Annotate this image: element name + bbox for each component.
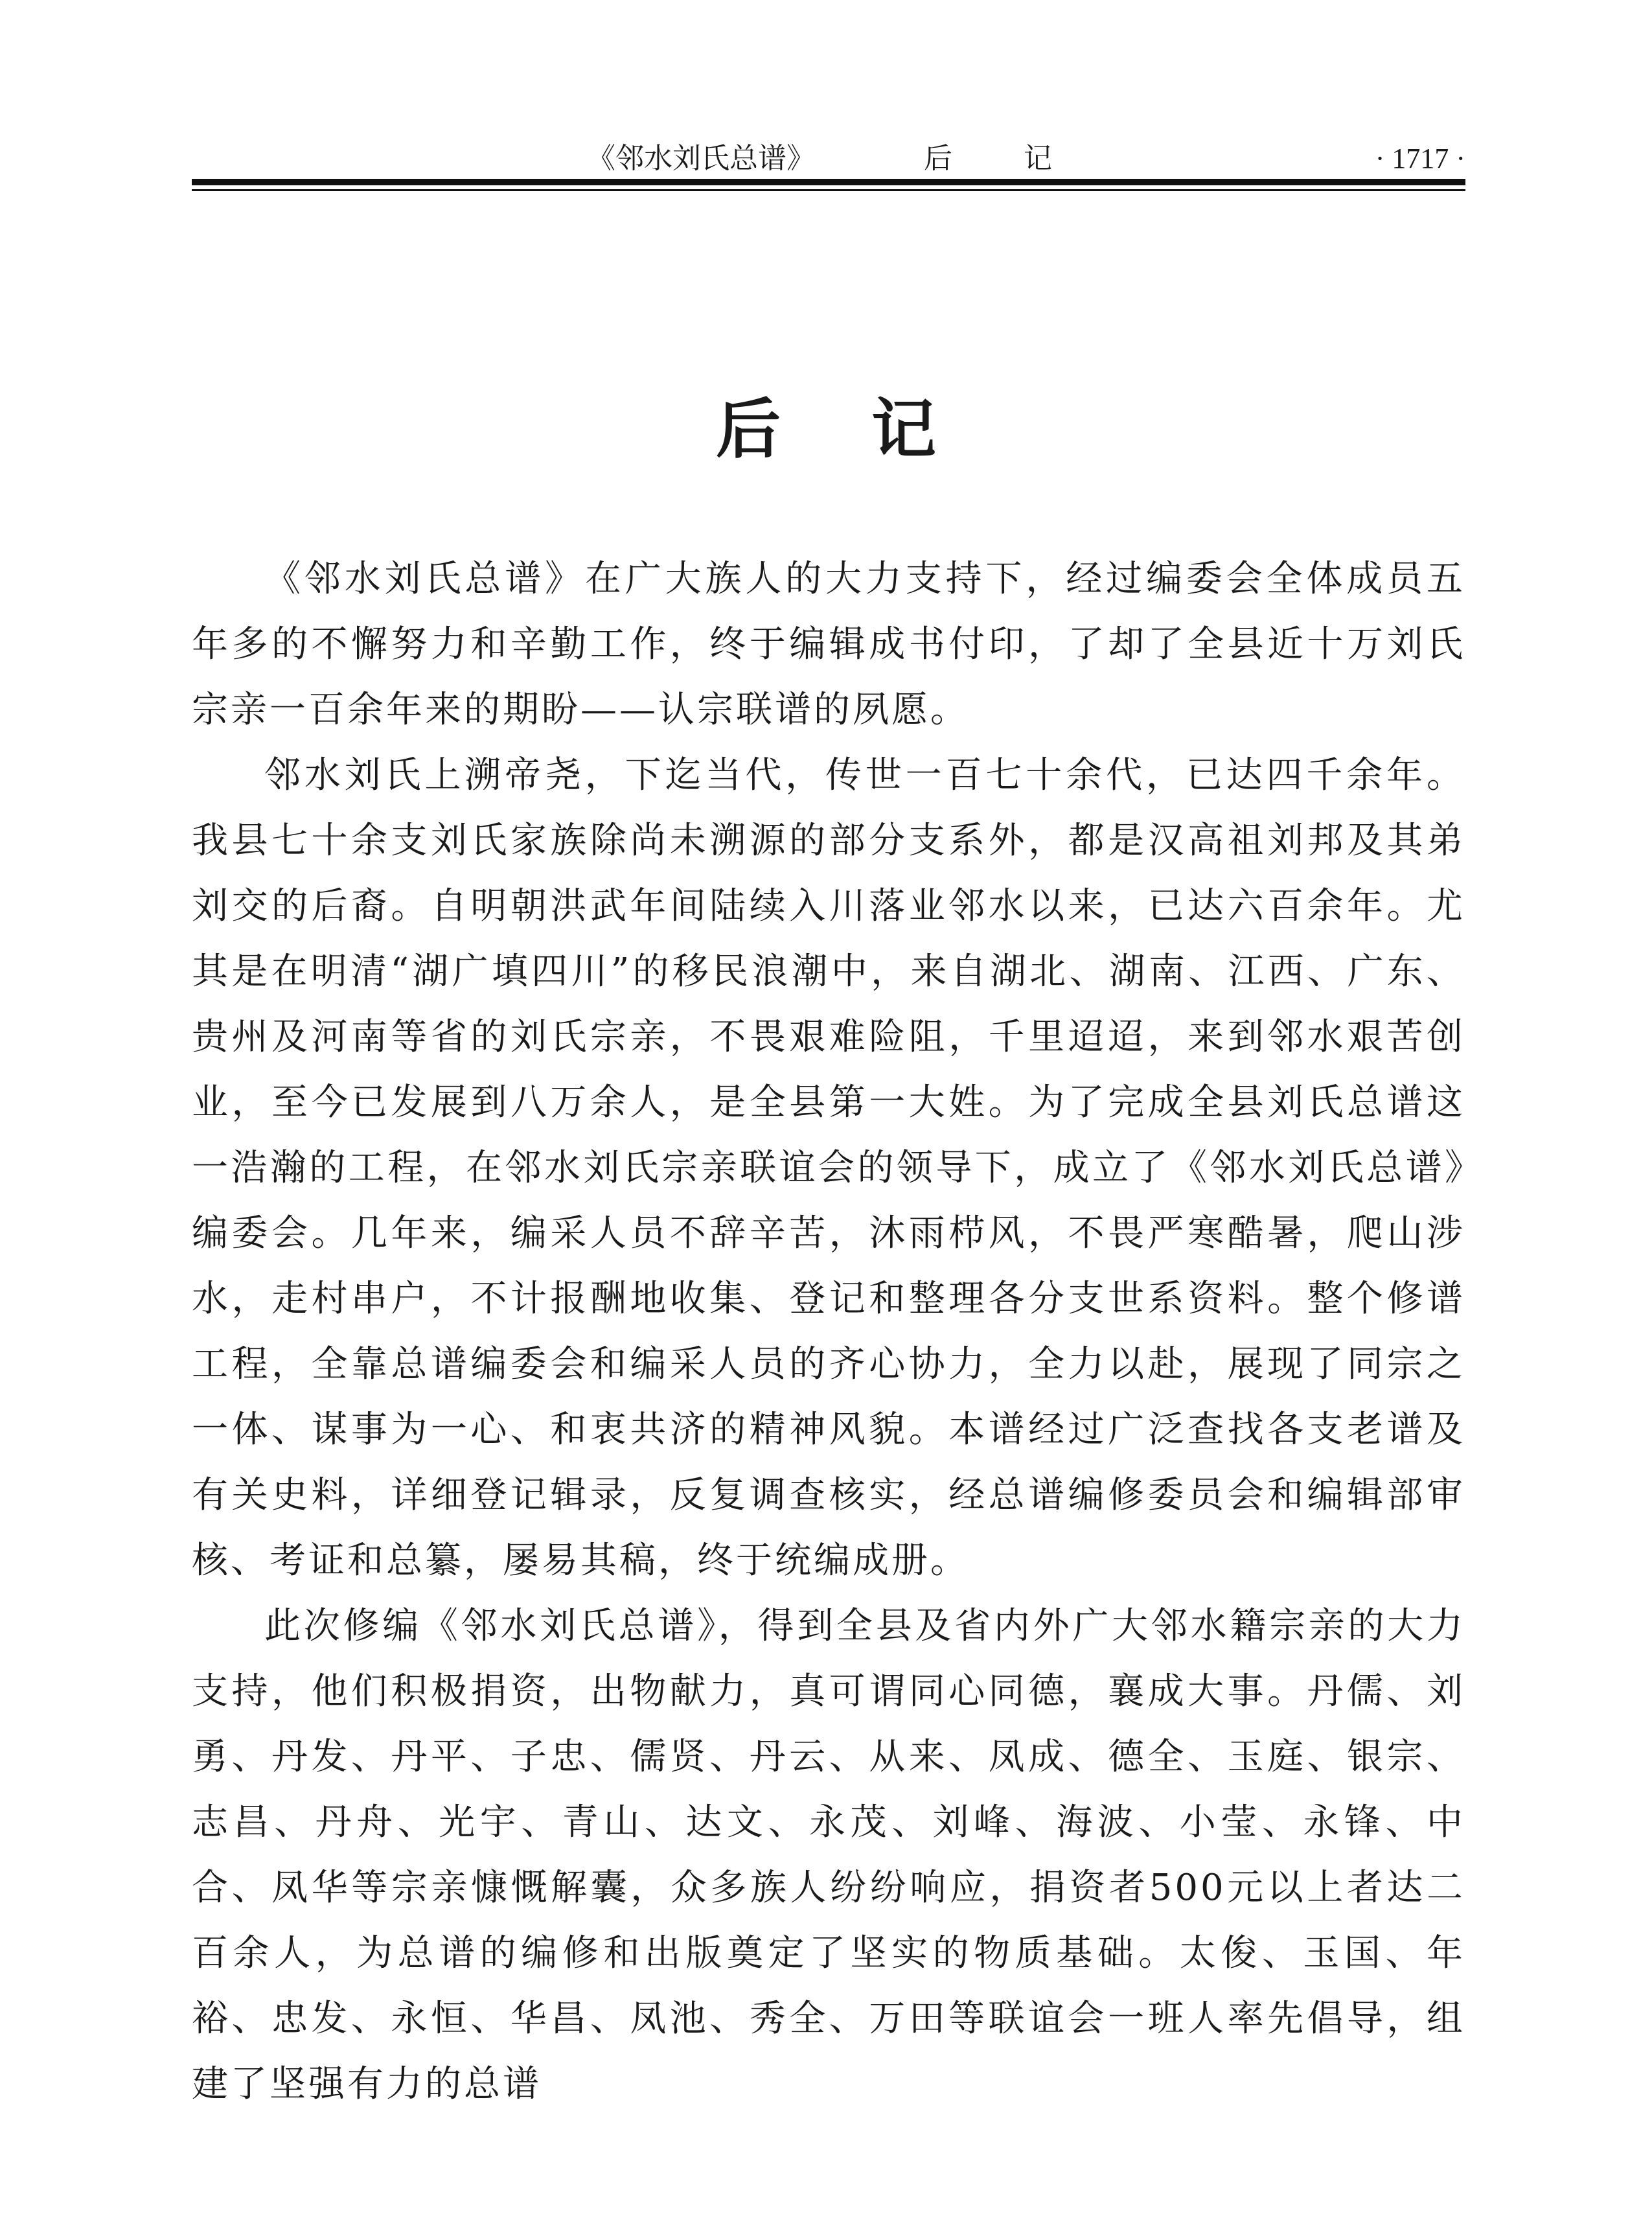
body-text (192, 546, 1465, 2117)
paragraph-2: 邻水刘氏上溯帝尧，下迄当代，传世一百七十余代，已达四千余年。我县七十余支刘氏家族除尚未溯源的部分支系外，都是汉高祖刘邦及其弟刘交的后裔。自明朝洪武年间陆续入川落业邻水以来，已达六百余年。尤其是在明清“湖广填四川”的移民浪潮中，来自湖北、湖南、江西、广东、贵州及河南等省的刘氏宗亲，不畏艰难险阻，千里迢迢，来到邻水艰苦创业，至今已发展到八万余人，是全县第一大姓。为了完成全县刘氏总谱这一浩瀚的工程，在邻水刘氏宗亲联谊会的领导下，成立了《邻水刘氏总谱》编委会。几年来，编采人员不辞辛苦，沐雨栉风，不畏严寒酷暑，爬山涉水，走村串户，不计报酬地收集、登记和整理各分支世系资料。整个修谱工程，全靠总谱编委会和编采人员的齐心协力，全力以赴，展现了同宗之一体、谋事为一心、和衷共济的精神风貌。本谱经过广泛查找各支老谱及有关史料，详细登记辑录，反复调查核实，经总谱编修委员会和编辑部审核、考证和总纂，屡易其稿，终于统编成册。 (192, 754, 1465, 1582)
paragraph-1: 《邻水刘氏总谱》在广大族人的大力支持下，经过编委会全体成员五年多的不懈努力和辛勤工作，终于编辑成书付印，了却了全县近十万刘氏宗亲一百余年来的期盼——认宗联谱的夙愿。 (192, 558, 1465, 731)
running-header (192, 136, 1465, 181)
header-page-number: · 1717 · (1375, 143, 1465, 174)
paragraph-3: 此次修编《邻水刘氏总谱》，得到全县及省内外广大邻水籍宗亲的大力支持，他们积极捐资，出物献力，真可谓同心同德，襄成大事。丹儒、刘勇、丹发、丹平、子忠、儒贤、丹云、从来、凤成、德全、玉庭、银宗、志昌、丹舟、光宇、青山、达文、永茂、刘峰、海波、小莹、永锋、中合、凤华等宗亲慷慨解囊，众多族人纷纷响应，捐资者500元以上者达二百余人，为总谱的编修和出版奠定了坚实的物质基础。太俊、玉国、年裕、忠发、永恒、华昌、凤池、秀全、万田等联谊会一班人率先倡导，组建了坚强有力的总谱 (192, 1605, 1465, 2105)
page-title: 后记 (716, 391, 1027, 467)
header-section-title: 后记 (924, 142, 1123, 175)
header-book-title: 《邻水刘氏总谱》 (587, 142, 815, 175)
header-rule-thin (192, 189, 1465, 191)
header-rule-thick (192, 179, 1465, 185)
